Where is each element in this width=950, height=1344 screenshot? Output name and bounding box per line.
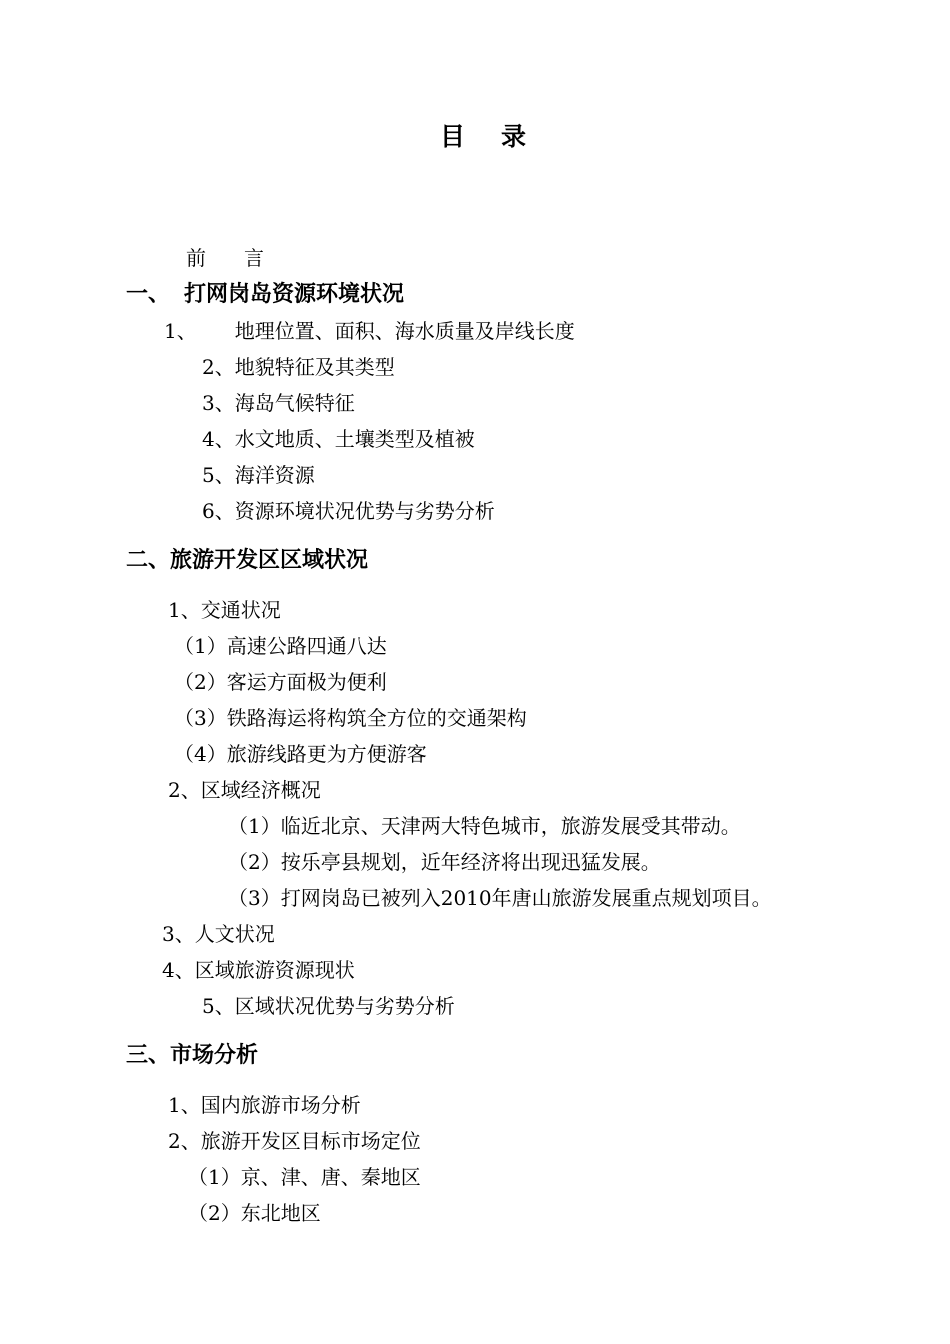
toc-subitem: （1）临近北京、天津两大特色城市，旅游发展受其带动。: [228, 814, 741, 838]
toc-item: 1、国内旅游市场分析: [168, 1093, 361, 1117]
section-title: 打网岗岛资源环境状况: [184, 282, 405, 307]
toc-subitem: （1）高速公路四通八达: [174, 634, 387, 658]
title-char-1: 目: [440, 122, 468, 151]
toc-item: 5、海洋资源: [202, 463, 315, 487]
toc-item: 1、交通状况: [168, 598, 281, 622]
toc-item: 3、人文状况: [162, 922, 275, 946]
item-text: 地理位置、面积、海水质量及岸线长度: [234, 319, 575, 343]
page-title: [440, 124, 528, 149]
toc-item: 6、资源环境状况优势与劣势分析: [202, 499, 495, 523]
toc-item: 4、区域旅游资源现状: [162, 958, 355, 982]
toc-subitem: （4）旅游线路更为方便游客: [174, 742, 427, 766]
toc-subitem: （2）按乐亭县规划，近年经济将出现迅猛发展。: [228, 850, 661, 874]
toc-subitem: （3）铁路海运将构筑全方位的交通架构: [174, 706, 527, 730]
toc-section-heading: 二、旅游开发区区域状况: [126, 548, 369, 573]
toc-subitem: （1）京、津、唐、秦地区: [188, 1165, 421, 1189]
toc-subitem: （2）东北地区: [188, 1201, 321, 1225]
toc-item: 2、地貌特征及其类型: [202, 355, 395, 379]
toc-subitem: （2）客运方面极为便利: [174, 670, 387, 694]
toc-section-heading: 三、市场分析: [126, 1043, 259, 1068]
toc-preface: [186, 248, 264, 268]
preface-char-2: 言: [244, 246, 264, 270]
toc-item: 5、区域状况优势与劣势分析: [202, 994, 455, 1018]
preface-char-1: 前: [186, 246, 206, 270]
toc-section-heading: [126, 284, 404, 306]
toc-item: 4、水文地质、土壤类型及植被: [202, 427, 475, 451]
toc-item: [164, 321, 575, 341]
item-number: 1、: [164, 319, 197, 343]
title-char-2: 录: [501, 122, 529, 151]
section-number: 一、: [126, 282, 171, 307]
toc-subitem: （3）打网岗岛已被列入2010年唐山旅游发展重点规划项目。: [228, 886, 772, 910]
toc-item: 2、旅游开发区目标市场定位: [168, 1129, 421, 1153]
toc-item: 2、区域经济概况: [168, 778, 321, 802]
toc-item: 3、海岛气候特征: [202, 391, 355, 415]
